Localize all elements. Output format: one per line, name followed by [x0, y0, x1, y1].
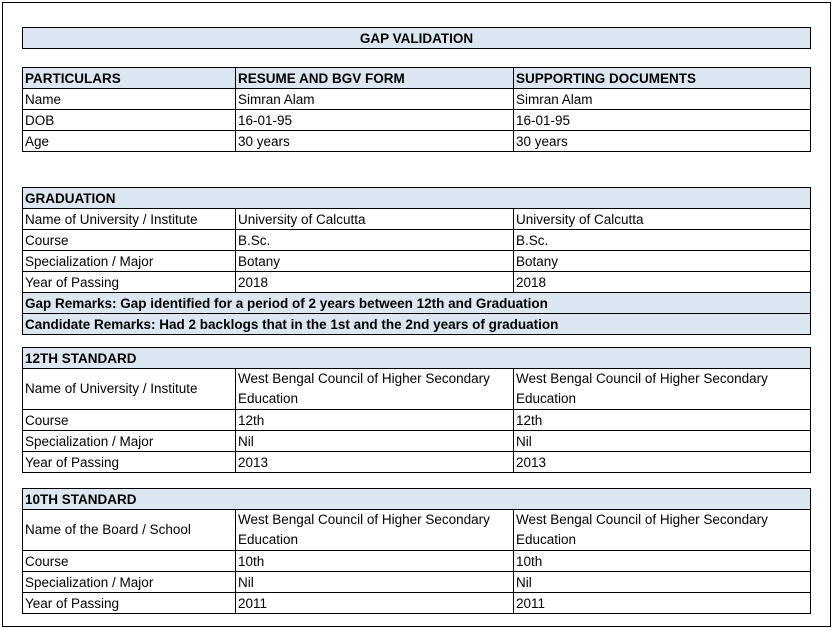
resume-value: Botany	[236, 251, 514, 272]
document-value: 10th	[514, 551, 811, 572]
resume-value: West Bengal Council of Higher Secondary Education	[236, 510, 514, 551]
resume-value: B.Sc.	[236, 230, 514, 251]
row-label: Name	[23, 89, 236, 110]
document-value: 30 years	[514, 131, 811, 152]
resume-value: 2013	[236, 452, 514, 473]
page-title: GAP VALIDATION	[23, 28, 811, 49]
particulars-table	[22, 67, 811, 152]
document-value: Nil	[514, 431, 811, 452]
row-label: Year of Passing	[23, 272, 236, 293]
row-label: Specialization / Major	[23, 572, 236, 593]
document-value: B.Sc.	[514, 230, 811, 251]
table-row	[23, 410, 811, 431]
gap-remarks: Gap Remarks: Gap identified for a period of 2 years between 12th and Graduation	[23, 293, 811, 314]
document-value: 2011	[514, 593, 811, 614]
table-row	[23, 110, 811, 131]
table-row	[23, 452, 811, 473]
particulars-header-row	[23, 68, 811, 89]
row-label: Age	[23, 131, 236, 152]
twelfth-table	[22, 347, 811, 473]
resume-value: 12th	[236, 410, 514, 431]
row-label: Course	[23, 230, 236, 251]
row-label: Course	[23, 410, 236, 431]
document-value: West Bengal Council of Higher Secondary Education	[514, 369, 811, 410]
tenth-heading: 10TH STANDARD	[23, 489, 811, 510]
table-row	[23, 431, 811, 452]
table-row	[23, 593, 811, 614]
document-value: University of Calcutta	[514, 209, 811, 230]
resume-value: University of Calcutta	[236, 209, 514, 230]
resume-value: West Bengal Council of Higher Secondary Education	[236, 369, 514, 410]
header-particulars: PARTICULARS	[23, 68, 236, 89]
row-label: Name of the Board / School	[23, 510, 236, 551]
document-value: Botany	[514, 251, 811, 272]
table-row	[23, 251, 811, 272]
table-row	[23, 510, 811, 551]
row-label: Year of Passing	[23, 593, 236, 614]
resume-value: Nil	[236, 431, 514, 452]
table-row	[23, 572, 811, 593]
document-value: Simran Alam	[514, 89, 811, 110]
table-row	[23, 89, 811, 110]
row-label: Course	[23, 551, 236, 572]
header-supporting-docs: SUPPORTING DOCUMENTS	[514, 68, 811, 89]
graduation-heading: GRADUATION	[23, 188, 811, 209]
resume-value: 2011	[236, 593, 514, 614]
table-row	[23, 272, 811, 293]
table-row	[23, 230, 811, 251]
title-table	[22, 27, 811, 49]
resume-value: Nil	[236, 572, 514, 593]
document-value: West Bengal Council of Higher Secondary Education	[514, 510, 811, 551]
document-value: 12th	[514, 410, 811, 431]
row-label: Name of University / Institute	[23, 369, 236, 410]
document-value: Nil	[514, 572, 811, 593]
row-label: DOB	[23, 110, 236, 131]
candidate-remarks: Candidate Remarks: Had 2 backlogs that in the 1st and the 2nd years of graduation	[23, 314, 811, 335]
document-value: 2018	[514, 272, 811, 293]
document-value: 16-01-95	[514, 110, 811, 131]
row-label: Year of Passing	[23, 452, 236, 473]
document-value: 2013	[514, 452, 811, 473]
resume-value: Simran Alam	[236, 89, 514, 110]
row-label: Specialization / Major	[23, 251, 236, 272]
row-label: Specialization / Major	[23, 431, 236, 452]
header-resume-bgv: RESUME AND BGV FORM	[236, 68, 514, 89]
resume-value: 2018	[236, 272, 514, 293]
table-row	[23, 131, 811, 152]
resume-value: 16-01-95	[236, 110, 514, 131]
row-label: Name of University / Institute	[23, 209, 236, 230]
tenth-table	[22, 488, 811, 614]
graduation-table	[22, 187, 811, 335]
table-row	[23, 209, 811, 230]
resume-value: 30 years	[236, 131, 514, 152]
table-row	[23, 551, 811, 572]
resume-value: 10th	[236, 551, 514, 572]
twelfth-heading: 12TH STANDARD	[23, 348, 811, 369]
table-row	[23, 369, 811, 410]
